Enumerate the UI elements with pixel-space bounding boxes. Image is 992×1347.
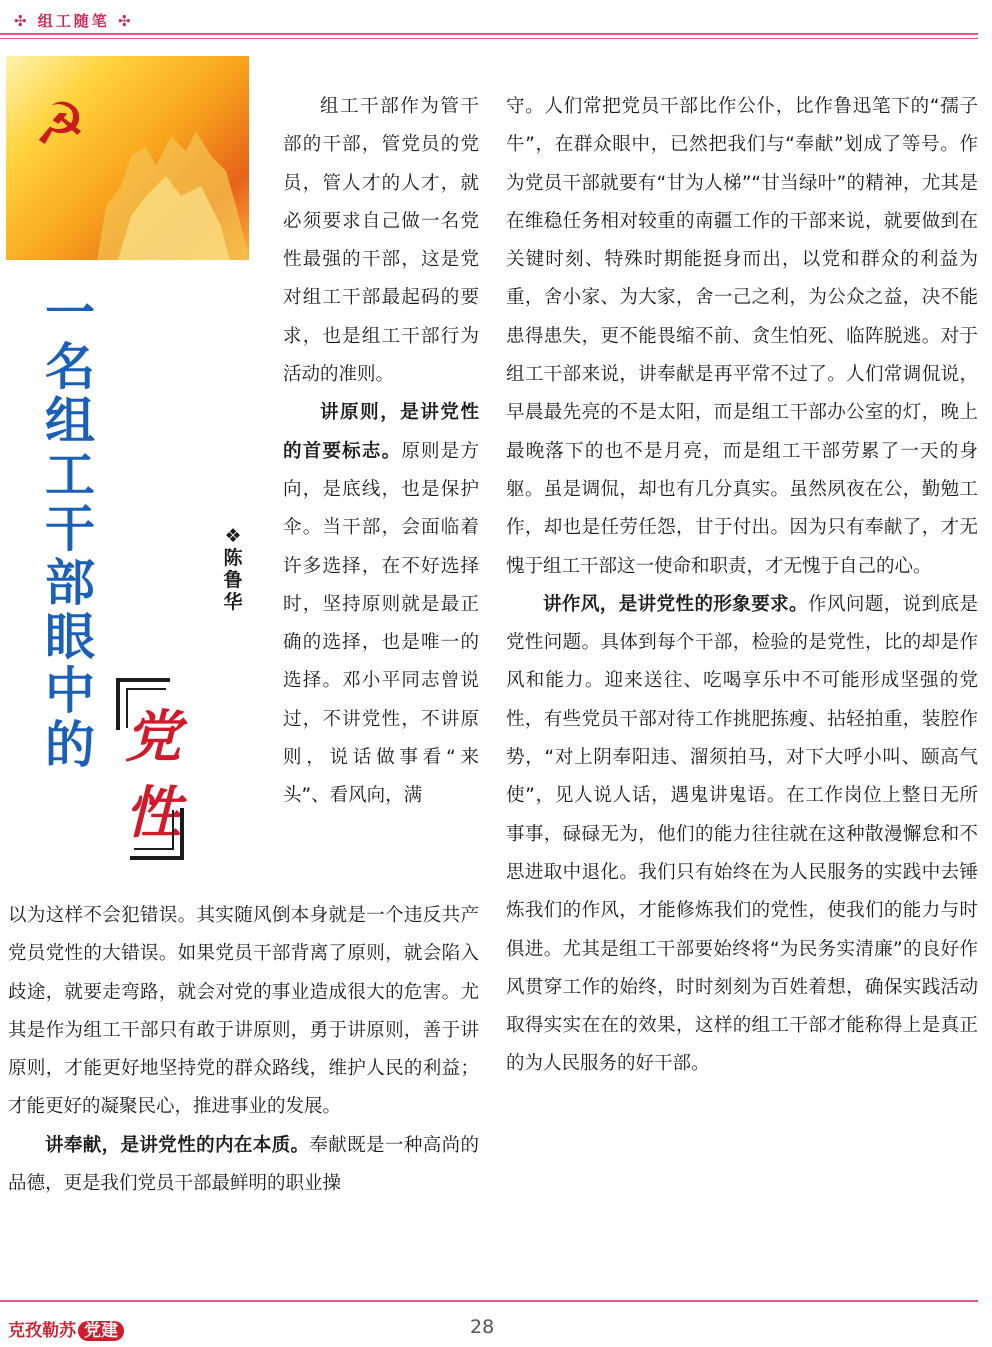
paragraph (506, 88, 978, 586)
body-column-narrow (283, 88, 479, 816)
paragraph-text: 奉献既是一种高尚的品德，更是我们党员干部最鲜明的职业操 (8, 1134, 479, 1195)
title-char: 名 (45, 338, 95, 396)
author-byline (220, 525, 246, 613)
paragraph-text: 组工干部作为管干部的干部，管党员的党员，管人才的人才，就必须要求自己做一名党性最强的干部，这是党对组工干部最起码的要求，也是组工干部行为活动的准则。 (283, 96, 479, 386)
title-char: 工 (45, 446, 95, 504)
author-name-char: 陈 (223, 547, 243, 569)
quote-close-mark (130, 808, 184, 860)
header-rule (0, 33, 978, 35)
banner-image (6, 56, 249, 260)
article-title (40, 286, 100, 772)
paragraph-lead: 讲原则，是讲党性的首要标志。 (283, 402, 479, 462)
title-highlight-char: 性 (125, 781, 181, 846)
page-number: 28 (470, 1316, 495, 1338)
title-char: 部 (45, 554, 95, 612)
paragraph-lead: 讲作风，是讲党性的形象要求。 (543, 593, 809, 615)
paragraph-text: 守。人们常把党员干部比作公仆，比作鲁迅笔下的“孺子牛”，在群众眼中，已然把我们与“奉献”划成了等号。作为党员干部就要有“甘为人梯”“甘当绿叶”的精神，尤其是在维稳任务相对较重的南疆工作的干部来说，就要做到在关键时刻、特殊时期能挺身而出，以党和群众的利益为重，舍小家、为大家，舍一己之利，为公众之益，决不能患得患失，更不能畏缩不前、贪生怕死、临阵脱逃。对于组工干部来说，讲奉献是再平常不过了。人们常调侃说，早晨最先亮的不是太阳，而是组工干部办公室的灯，晚上最晚落下的也不是月亮，而是组工干部劳累了一天的身躯。虽是调侃，却也有几分真实。虽然夙夜在公，勤勉工作，却也是任劳任怨，甘于付出。因为只有奉献了，才无愧于组工干部这一使命和职责，才无愧于自己的心。 (506, 96, 978, 577)
body-column-left (8, 897, 479, 1203)
party-emblem-icon: ☭ (34, 90, 86, 158)
paragraph (8, 1127, 479, 1204)
paragraph-text: 作风问题，说到底是党性问题。具体到每个干部，检验的是党性，比的却是作风和能力。迎来送往、吃喝享乐中不可能形成坚强的党性，有些党员干部对待工作挑肥拣瘦、拈轻拍重，装腔作势，“对上阴奉阳违、溜须拍马，对下大呼小叫、颐高气使”，见人说人话，遇鬼讲鬼语。在工作岗位上整日无所事事，碌碌无为，他们的能力往往就在这种散漫懈怠和不思进取中退化。我们只有始终在为人民服务的实践中去锤炼我们的作风，才能修炼我们的党性，使我们的能力与时俱进。尤其是组工干部要始终将“为民务实清廉”的良好作风贯穿工作的始终，时时刻刻为百姓着想，确保实践活动取得实实在在的效果，这样的组工干部才能称得上是真正的为人民服务的好干部。 (506, 593, 978, 1075)
title-highlight-char: 党 (125, 705, 181, 770)
diamond-icon: ❖ (224, 525, 242, 547)
paragraph-text: 原则是方向，是底线，也是保护伞。当干部，会面临着许多选择，在不好选择时，坚持原则就是最正确的选择，也是唯一的选择。邓小平同志曾说过，不讲党性，不讲原则，说话做事看“来头”、看风向，满 (283, 440, 479, 807)
footer-logo (8, 1316, 124, 1341)
title-char: 干 (45, 500, 95, 558)
title-char: 一 (45, 284, 95, 342)
author-name-char: 华 (223, 591, 243, 613)
paragraph-text: 以为这样不会犯错误。其实随风倒本身就是一个违反共产党员党性的大错误。如果党员干部背离了原则，就会陷入歧途，就要走弯路，就会对党的事业造成很大的危害。尤其是作为组工干部只有敢于讲原则，勇于讲原则，善于讲原则，才能更好地坚持党的群众路线，维护人民的利益；才能更好的凝聚民心，推进事业的发展。 (8, 905, 479, 1118)
header-rule-thin (0, 38, 978, 39)
title-char: 中 (45, 662, 95, 720)
body-column-right (506, 88, 978, 1084)
section-header: ✣ 组工随笔 ✣ (14, 12, 134, 30)
paragraph (506, 586, 978, 1084)
statue-silhouette (76, 116, 249, 260)
title-char: 眼 (45, 608, 95, 666)
footer-rule (0, 1300, 978, 1302)
paragraph-lead: 讲奉献，是讲党性的内在本质。 (45, 1134, 310, 1156)
footer-logo-text: 克孜勒苏 (8, 1321, 76, 1341)
title-char: 的 (45, 716, 95, 774)
footer-logo-pill: 党建 (78, 1321, 124, 1341)
author-name-char: 鲁 (223, 569, 243, 591)
title-char: 组 (45, 392, 95, 450)
paragraph (8, 897, 479, 1127)
paragraph (283, 88, 479, 394)
paragraph (283, 394, 479, 815)
